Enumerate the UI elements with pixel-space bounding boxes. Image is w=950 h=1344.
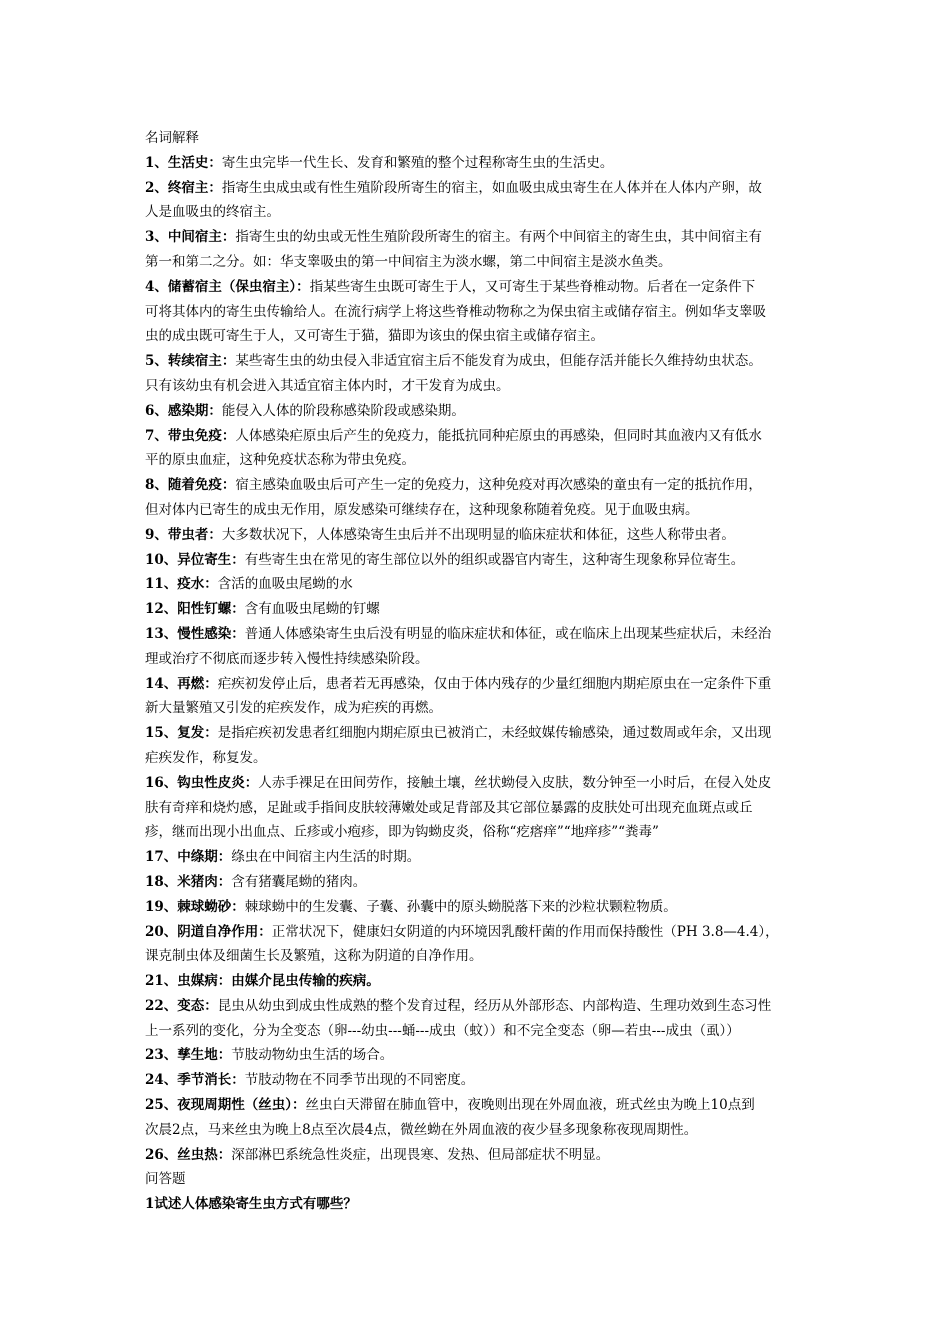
entry-term: 中间宿主 <box>167 229 222 246</box>
entry-definition-text: 只有该幼虫有机会进入其适宜宿主体内时，才干发育为成虫。 <box>145 377 510 394</box>
glossary-entry <box>145 1043 813 1068</box>
entry-term: 中绦期 <box>177 849 218 866</box>
entry-line <box>145 1093 813 1118</box>
entry-term: 感染期 <box>167 402 209 419</box>
entry-definition-text: 理或治疗不彻底而逐步转入慢性持续感染阶段。 <box>145 650 429 667</box>
entry-number: 15、 <box>145 725 178 742</box>
glossary-entry <box>145 349 813 399</box>
entry-line <box>145 300 813 325</box>
entry-term: 棘球蚴砂 <box>177 898 232 915</box>
entry-line <box>145 944 813 969</box>
entry-definition-text: 可将其体内的寄生虫传输给人。在流行病学上将这些脊椎动物称之为保虫宿主或储存宿主。例如华支睾吸 <box>145 303 766 320</box>
entry-separator: ： <box>231 1072 245 1089</box>
glossary-entry <box>145 895 813 920</box>
entry-separator: ： <box>258 923 272 940</box>
glossary-entry <box>145 1143 813 1168</box>
entry-definition-text: 指寄生虫的幼虫或无性生殖阶段所寄生的宿主。有两个中间宿主的寄生虫，其中间宿主有 <box>235 229 762 246</box>
entry-separator: ： <box>231 625 245 642</box>
entry-definition-text: 某些寄生虫的幼虫侵入非适宜宿主后不能发育为成虫，但能存活并能长久维持幼虫状态。 <box>235 353 762 370</box>
entry-definition-text: 疹，继而出现小出血点、丘疹或小疱疹，即为钩蚴皮炎，俗称“疙瘩痒”“地痒疹”“粪毒” <box>145 824 659 841</box>
entry-separator: ： <box>208 402 222 419</box>
entry-line <box>145 374 813 399</box>
entry-definition-text: 由媒介昆虫传输的疾病。 <box>231 973 380 990</box>
glossary-entry <box>145 672 813 722</box>
entry-number: 4、 <box>145 278 168 295</box>
entry-number: 7、 <box>145 427 168 444</box>
entry-line <box>145 473 813 498</box>
entry-term: 带虫者 <box>167 526 209 543</box>
entry-line <box>145 200 813 225</box>
entry-line <box>145 349 813 374</box>
entry-definition-text: 含活的血吸虫尾蚴的水 <box>217 576 353 593</box>
entry-term: 阴道自净作用 <box>177 923 259 940</box>
entry-term: 虫媒病 <box>177 973 218 990</box>
question-1: 1试述人体感染寄生虫方式有哪些？ <box>145 1196 357 1213</box>
entry-separator: ： <box>217 849 232 866</box>
entry-number: 25、 <box>145 1097 178 1114</box>
entry-term: 再燃 <box>177 675 205 692</box>
entry-term: 丝虫热 <box>177 1146 218 1163</box>
entry-definition-text: 平的原虫血症，这种免疫状态称为带虫免疫。 <box>145 452 415 469</box>
glossary-entry <box>145 572 813 597</box>
entry-number: 20、 <box>145 923 178 940</box>
entry-separator: ： <box>204 997 218 1014</box>
entry-line <box>145 1143 813 1168</box>
entry-separator: ： <box>231 898 245 915</box>
entry-number: 11、 <box>145 576 178 593</box>
glossary-entry <box>145 548 813 573</box>
entry-term: 季节消长 <box>177 1072 232 1089</box>
entry-definition-text: 昆虫从幼虫到成虫性成熟的整个发育过程，经历从外部形态、内部构造、生理功效到生态习性 <box>217 997 772 1014</box>
entry-definition-text: 有些寄生虫在常见的寄生部位以外的组织或器官内寄生，这种寄生现象称异位寄生。 <box>244 551 745 568</box>
entry-definition-text: 正常状况下，健康妇女阴道的内环境因乳酸杆菌的作用而保持酸性（PH 3.8—4.4）， <box>271 923 779 940</box>
entry-line <box>145 820 813 845</box>
glossary-entry <box>145 721 813 771</box>
entry-line <box>145 845 813 870</box>
entry-definition-text: 次晨2点，马来丝虫为晚上8点至次晨4点，微丝蚴在外周血液的夜少昼多现象称夜现周期性。 <box>145 1121 698 1138</box>
entry-term: 钩虫性皮炎 <box>177 774 245 791</box>
glossary-entry <box>145 622 813 672</box>
entry-term: 生活史 <box>167 154 209 171</box>
entry-definition-text: 指寄生虫成虫或有性生殖阶段所寄生的宿主，如血吸虫成虫寄生在人体并在人体内产卵，故 <box>221 179 762 196</box>
entry-definition-text: 指某些寄生虫既可寄生于人，又可寄生于某些脊椎动物。后者在一定条件下 <box>309 278 756 295</box>
entry-number: 16、 <box>145 774 178 791</box>
entry-term: 随着免疫 <box>167 477 222 494</box>
entry-definition-text: 深部淋巴系统急性炎症，出现畏寒、发热、但局部症状不明显。 <box>231 1146 610 1163</box>
entry-line <box>145 771 813 796</box>
entry-definition-text: 第一和第二之分。如：华支睾吸虫的第一中间宿主为淡水螺，第二中间宿主是淡水鱼类。 <box>145 253 672 270</box>
entry-line <box>145 448 813 473</box>
entry-definition-text: 节肢动物幼虫生活的场合。 <box>231 1047 394 1064</box>
glossary-entry <box>145 424 813 474</box>
entry-number: 21、 <box>145 973 178 990</box>
entry-line <box>145 176 813 201</box>
entry-term: 米猪肉 <box>177 873 218 890</box>
glossary-entry <box>145 275 813 349</box>
entry-separator: ： <box>208 526 222 543</box>
entry-line <box>145 1118 813 1143</box>
entry-definition-text: 虫的成虫既可寄生于人，又可寄生于猫，猫即为该虫的保虫宿主或储存宿主。 <box>145 328 604 345</box>
entry-term: 复发 <box>177 725 205 742</box>
entry-number: 2、 <box>145 179 168 196</box>
entry-definition-text: 含有猪囊尾蚴的猪肉。 <box>231 873 367 890</box>
glossary-entry <box>145 597 813 622</box>
entry-number: 8、 <box>145 477 168 494</box>
entry-line <box>145 647 813 672</box>
glossary-entry <box>145 523 813 548</box>
entry-line <box>145 151 813 176</box>
entry-definition-text: 肤有奇痒和烧灼感，足趾或手指间皮肤较薄嫩处或足背部及其它部位暴露的皮肤处可出现充血斑点或丘 <box>145 799 753 816</box>
entry-definition-text: 上一系列的变化，分为全变态（卵---幼虫---蛹---成虫（蚊））和不完全变态（卵—若虫---成虫（虱）） <box>145 1022 740 1039</box>
entry-definition-text: 但对体内已寄生的成虫无作用，原发感染可继续存在，这种现象称随着免疫。见于血吸虫病。 <box>145 501 699 518</box>
entry-number: 26、 <box>145 1146 178 1163</box>
entry-line <box>145 696 813 721</box>
glossary-entry <box>145 969 813 994</box>
entry-definition-text: 绦虫在中间宿主内生活的时期。 <box>231 849 421 866</box>
glossary-entry <box>145 920 813 970</box>
entry-line <box>145 994 813 1019</box>
entry-number: 10、 <box>145 551 178 568</box>
entry-definition-text: 丝虫白天滞留在肺血管中，夜晚则出现在外周血液，班式丝虫为晚上10点到 <box>305 1097 755 1114</box>
entry-line <box>145 498 813 523</box>
entry-separator: ： <box>217 873 232 890</box>
entry-number: 9、 <box>145 526 168 543</box>
entry-separator: ： <box>221 477 236 494</box>
entry-definition-text: 普通人体感染寄生虫后没有明显的临床症状和体征，或在临床上出现某些症状后，未经治 <box>244 625 772 642</box>
glossary-entry <box>145 225 813 275</box>
entry-number: 18、 <box>145 873 178 890</box>
glossary-entry <box>145 473 813 523</box>
entry-number: 24、 <box>145 1072 178 1089</box>
entry-definition-text: 人体感染疟原虫后产生的免疫力，能抵抗同种疟原虫的再感染，但同时其血液内又有低水 <box>235 427 762 444</box>
qa-section-title: 问答题 <box>145 1171 186 1188</box>
entry-number: 1、 <box>145 154 168 171</box>
entry-line <box>145 622 813 647</box>
entry-number: 6、 <box>145 402 168 419</box>
entry-line <box>145 721 813 746</box>
entry-separator: ： <box>244 774 259 791</box>
entry-line <box>145 548 813 573</box>
entry-separator: ： <box>292 1097 306 1114</box>
entry-line <box>145 250 813 275</box>
entry-number: 14、 <box>145 675 178 692</box>
entry-line <box>145 324 813 349</box>
entry-separator: ： <box>231 551 245 568</box>
glossary-list <box>145 151 813 1168</box>
entry-line <box>145 1043 813 1068</box>
entry-line <box>145 870 813 895</box>
entry-number: 12、 <box>145 601 178 618</box>
entry-separator: ： <box>217 973 232 990</box>
entry-number: 22、 <box>145 997 178 1014</box>
entry-definition-text: 人赤手裸足在田间劳作，接触土壤，丝状蚴侵入皮肤，数分钟至一小时后，在侵入处皮 <box>258 774 772 791</box>
entry-separator: ： <box>204 675 218 692</box>
glossary-entry <box>145 1068 813 1093</box>
entry-separator: ： <box>208 179 222 196</box>
entry-separator: ： <box>217 1047 232 1064</box>
entry-number: 3、 <box>145 229 168 246</box>
entry-definition-text: 人是血吸虫的终宿主。 <box>145 204 280 221</box>
glossary-entry <box>145 151 813 176</box>
entry-definition-text: 疟疾初发停止后，患者若无再感染，仅由于体内残存的少量红细胞内期疟原虫在一定条件下重 <box>217 675 772 692</box>
entry-term: 夜现周期性（丝虫） <box>177 1097 293 1114</box>
entry-term: 终宿主 <box>167 179 209 196</box>
entry-line <box>145 225 813 250</box>
entry-line <box>145 672 813 697</box>
glossary-entry <box>145 1093 813 1143</box>
entry-definition-text: 节肢动物在不同季节出现的不同密度。 <box>244 1072 475 1089</box>
entry-line <box>145 920 813 945</box>
entry-number: 19、 <box>145 898 178 915</box>
entry-term: 异位寄生 <box>177 551 232 568</box>
entry-definition-text: 含有血吸虫尾蚴的钉螺 <box>244 601 380 618</box>
entry-line <box>145 597 813 622</box>
entry-separator: ： <box>296 278 310 295</box>
entry-term: 转续宿主 <box>167 353 222 370</box>
glossary-entry <box>145 771 813 845</box>
entry-number: 17、 <box>145 849 178 866</box>
document-page <box>145 126 813 1217</box>
entry-line <box>145 424 813 449</box>
entry-definition-text: 新大量繁殖又引发的疟疾发作，成为疟疾的再燃。 <box>145 700 442 717</box>
entry-line <box>145 1068 813 1093</box>
entry-number: 13、 <box>145 625 178 642</box>
entry-separator: ： <box>204 576 218 593</box>
entry-definition-text: 课克制虫体及细菌生长及繁殖，这称为阴道的自净作用。 <box>145 948 483 965</box>
glossary-entry <box>145 845 813 870</box>
entry-separator: ： <box>221 229 236 246</box>
entry-line <box>145 895 813 920</box>
entry-term: 孳生地 <box>177 1047 218 1064</box>
entry-separator: ： <box>217 1146 232 1163</box>
entry-definition-text: 棘球蚴中的生发囊、子囊、孙囊中的原头蚴脱落下来的沙粒状颗粒物质。 <box>244 898 677 915</box>
entry-line <box>145 523 813 548</box>
entry-term: 储蓄宿主（保虫宿主） <box>167 278 297 295</box>
entry-definition-text: 大多数状况下，人体感染寄生虫后并不出现明显的临床症状和体征，这些人称带虫者。 <box>221 526 735 543</box>
glossary-entry <box>145 399 813 424</box>
entry-term: 变态 <box>177 997 205 1014</box>
entry-definition-text: 寄生虫完毕一代生长、发育和繁殖的整个过程称寄生虫的生活史。 <box>221 154 614 171</box>
entry-term: 阳性钉螺 <box>177 601 232 618</box>
entry-line <box>145 1019 813 1044</box>
entry-term: 慢性感染 <box>177 625 232 642</box>
entry-separator: ： <box>208 154 222 171</box>
entry-line <box>145 796 813 821</box>
glossary-entry <box>145 870 813 895</box>
entry-term: 疫水 <box>177 576 205 593</box>
entry-line <box>145 399 813 424</box>
section-title: 名词解释 <box>145 130 199 146</box>
entry-line <box>145 275 813 300</box>
glossary-entry <box>145 994 813 1044</box>
entry-definition-text: 疟疾发作，称复发。 <box>145 749 267 766</box>
entry-definition-text: 能侵入人体的阶段称感染阶段或感染期。 <box>221 402 465 419</box>
entry-number: 23、 <box>145 1047 178 1064</box>
entry-line <box>145 572 813 597</box>
entry-separator: ： <box>221 427 236 444</box>
entry-line <box>145 969 813 994</box>
entry-line <box>145 746 813 771</box>
entry-separator: ： <box>204 725 218 742</box>
entry-term: 带虫免疫 <box>167 427 222 444</box>
entry-separator: ： <box>221 353 236 370</box>
entry-number: 5、 <box>145 353 168 370</box>
entry-definition-text: 是指疟疾初发患者红细胞内期疟原虫已被消亡，未经蚊媒传输感染，通过数周或年余，又出现 <box>217 725 772 742</box>
glossary-entry <box>145 176 813 226</box>
entry-definition-text: 宿主感染血吸虫后可产生一定的免疫力，这种免疫对再次感染的童虫有一定的抵抗作用， <box>235 477 762 494</box>
entry-separator: ： <box>231 601 245 618</box>
